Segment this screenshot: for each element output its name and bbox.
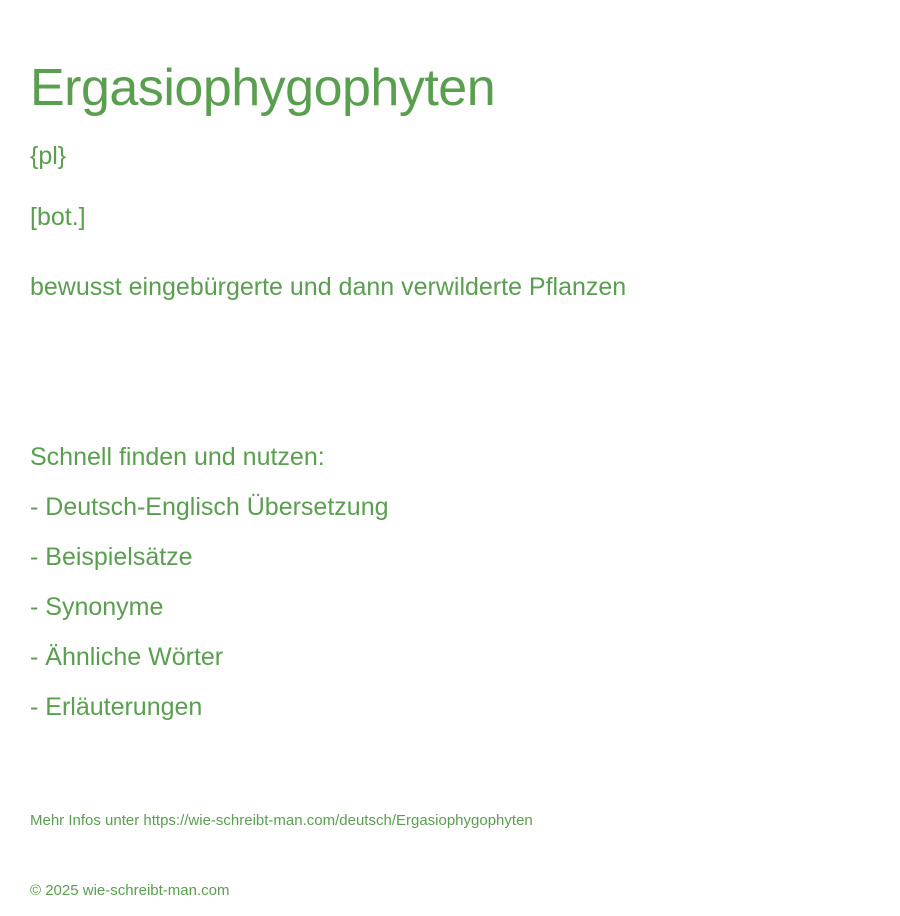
entry-definition: bewusst eingebürgerte und dann verwilderte Pflanzen xyxy=(30,273,627,301)
subject-domain: [bot.] xyxy=(30,203,86,231)
feature-item-synonyms: - Synonyme xyxy=(30,593,164,621)
feature-item-example-sentences: - Beispielsätze xyxy=(30,543,193,571)
feature-item-similar-words: - Ähnliche Wörter xyxy=(30,643,224,671)
feature-item-translation: - Deutsch-Englisch Übersetzung xyxy=(30,493,389,521)
feature-item-explanations: - Erläuterungen xyxy=(30,693,203,721)
grammatical-number: {pl} xyxy=(30,142,67,170)
features-heading: Schnell finden und nutzen: xyxy=(30,443,325,471)
more-info-link-text: Mehr Infos unter https://wie-schreibt-man.com/deutsch/Ergasiophygophyten xyxy=(30,812,533,829)
entry-title: Ergasiophygophyten xyxy=(30,59,496,117)
copyright-notice: © 2025 wie-schreibt-man.com xyxy=(30,882,230,899)
